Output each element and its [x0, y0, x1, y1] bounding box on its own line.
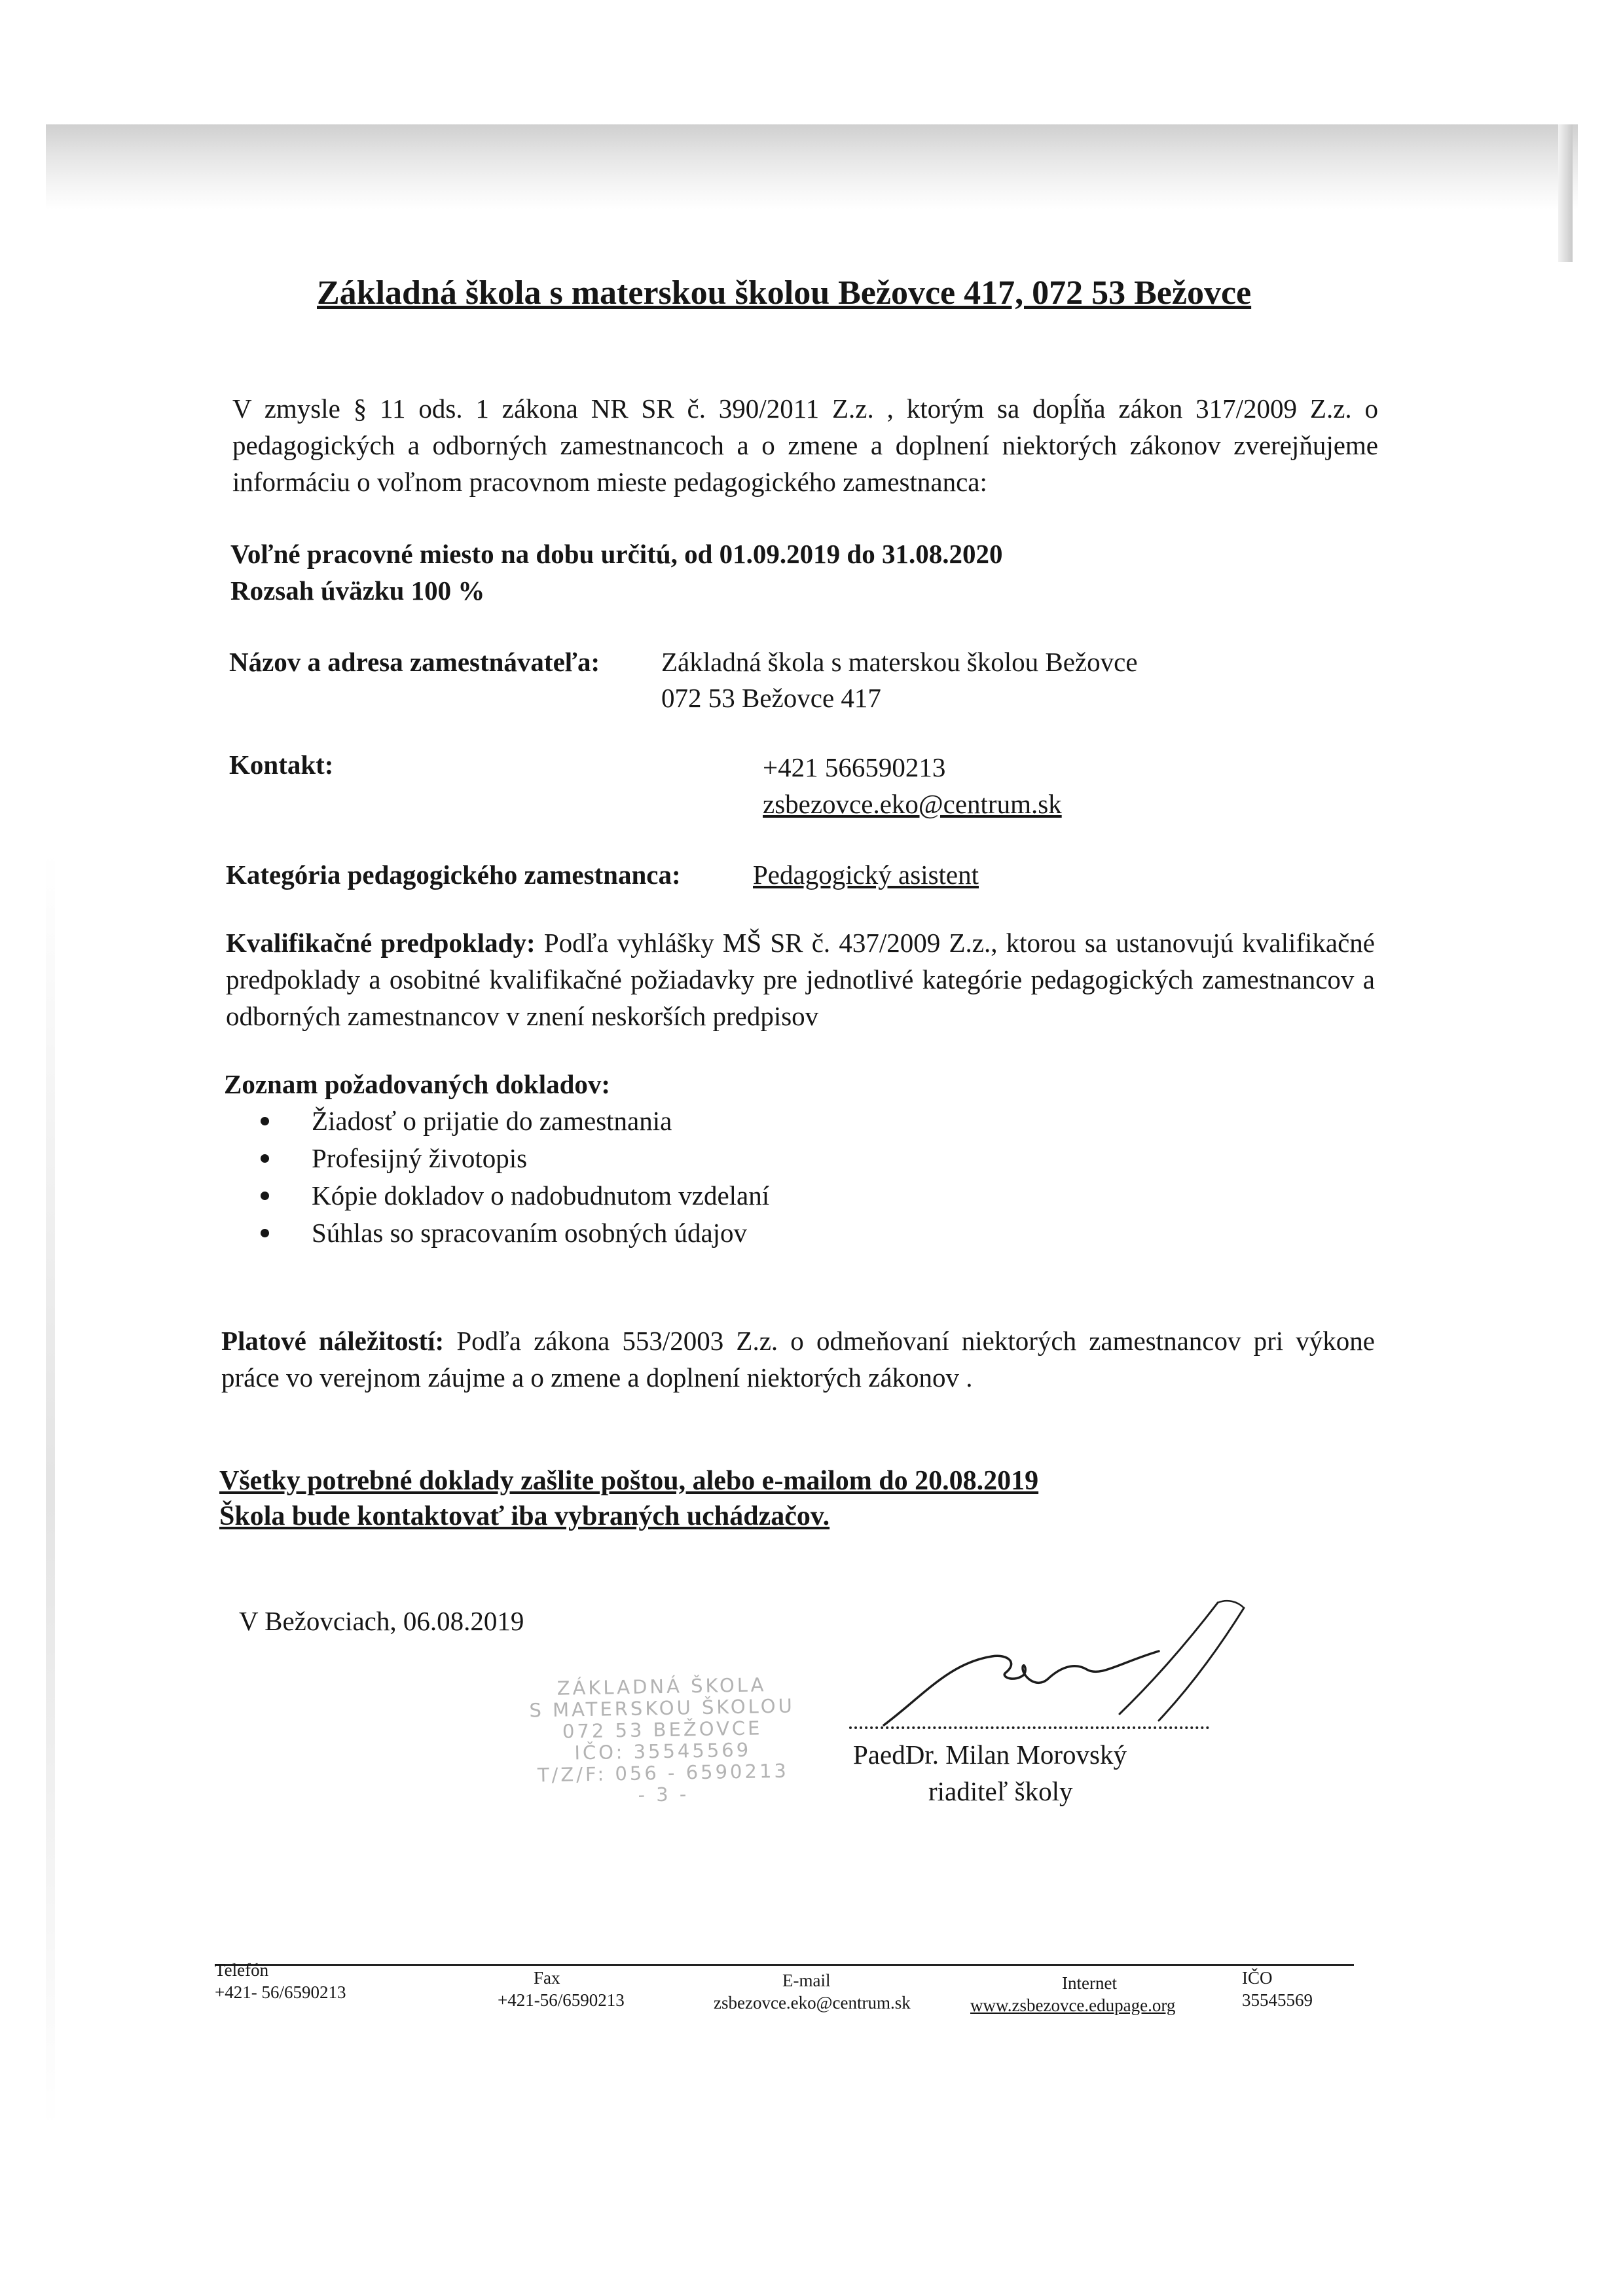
salary-text: Podľa zákona 553/2003 Z.z. o odmeňovaní niektorých zamestnancov pri výkone práce vo verejnom záujme a o zmene a doplnení niektorých zákonov .	[221, 1326, 1375, 1393]
scan-shadow-right	[1558, 124, 1573, 262]
place-date: V Bežovciach, 06.08.2019	[239, 1606, 524, 1636]
footer-internet: Internet www.zsbezovce.edupage.org	[970, 1973, 1176, 2015]
contact-label: Kontakt:	[229, 750, 334, 780]
notice-contact: Škola bude kontaktovať iba vybraných uchádzačov.	[219, 1501, 830, 1531]
list-item: Profesijný životopis	[230, 1140, 769, 1177]
salary-paragraph	[221, 1322, 1375, 1396]
footer-divider	[215, 1964, 1354, 1966]
bullet-icon	[261, 1154, 269, 1163]
bullet-icon	[261, 1229, 269, 1237]
qualification-text: Podľa vyhlášky MŠ SR č. 437/2009 Z.z., ktorou sa ustanovujú kvalifikačné predpoklady a osobitné kvalifikačné požiadavky pre jednotlivé kategórie pedagogických zamestnancov a odborných zamestnancov v znení neskorších predpisov	[226, 928, 1375, 1031]
workload-line: Rozsah úväzku 100 %	[230, 575, 485, 606]
category-label: Kategória pedagogického zamestnanca:	[226, 860, 681, 890]
bullet-icon	[261, 1117, 269, 1125]
signatory-role: riaditeľ školy	[928, 1776, 1073, 1806]
document-title: Základná škola s materskou školou Bežovce 417, 072 53 Bežovce	[317, 274, 1252, 312]
footer-email: E-mail zsbezovce.eko@centrum.sk	[714, 1971, 911, 2013]
footer-fax: Fax +421-56/6590213	[498, 1968, 625, 2010]
qualification-paragraph	[226, 924, 1375, 1034]
contact-email-link[interactable]: zsbezovce.eko@centrum.sk	[763, 789, 1062, 819]
intro-paragraph: V zmysle § 11 ods. 1 zákona NR SR č. 390/2011 Z.z. , ktorým sa dopĺňa zákon 317/2009 Z.z. o pedagogických a odborných zamestnancoch a o zmene a doplnení niektorých zákonov zverejňujeme informáciu o voľnom pracovnom mieste pedagogického zamestnanca:	[232, 393, 1378, 497]
documents-list	[230, 1102, 769, 1252]
signature-dotted-line	[849, 1726, 1209, 1729]
scan-shadow-top	[46, 124, 1578, 210]
employer-name: Základná škola s materskou školou Bežovce	[661, 647, 1138, 677]
salary-label: Platové náležitostí:	[221, 1326, 445, 1356]
contact-phone: +421 566590213	[763, 752, 946, 782]
documents-label: Zoznam požadovaných dokladov:	[224, 1069, 611, 1099]
bullet-icon	[261, 1192, 269, 1200]
signature-image	[851, 1584, 1257, 1735]
footer-ico: IČO 35545569	[1242, 1968, 1313, 2010]
qualification-label: Kvalifikačné predpoklady:	[226, 928, 536, 958]
footer-phone: Telefón +421- 56/6590213	[215, 1960, 346, 2002]
list-item: Kópie dokladov o nadobudnutom vzdelaní	[230, 1177, 769, 1214]
notice-deadline: Všetky potrebné doklady zašlite poštou, alebo e-mailom do 20.08.2019	[219, 1466, 1039, 1496]
position-line: Voľné pracovné miesto na dobu určitú, od 01.09.2019 do 31.08.2020	[230, 539, 1003, 569]
list-item: Súhlas so spracovaním osobných údajov	[230, 1214, 769, 1252]
school-stamp: ZÁKLADNÁ ŠKOLA S MATERSKOU ŠKOLOU 072 53 BEŽOVCE IČO: 35545569 T/Z/F: 056 - 6590213 - 3 -	[529, 1673, 795, 1806]
employer-address: 072 53 Bežovce 417	[661, 683, 881, 713]
scan-shadow-left	[46, 851, 55, 2128]
employer-label: Názov a adresa zamestnávateľa:	[229, 647, 600, 677]
signatory-name: PaedDr. Milan Morovský	[853, 1740, 1127, 1770]
category-value: Pedagogický asistent	[753, 860, 979, 890]
list-item: Žiadosť o prijatie do zamestnania	[230, 1102, 769, 1140]
